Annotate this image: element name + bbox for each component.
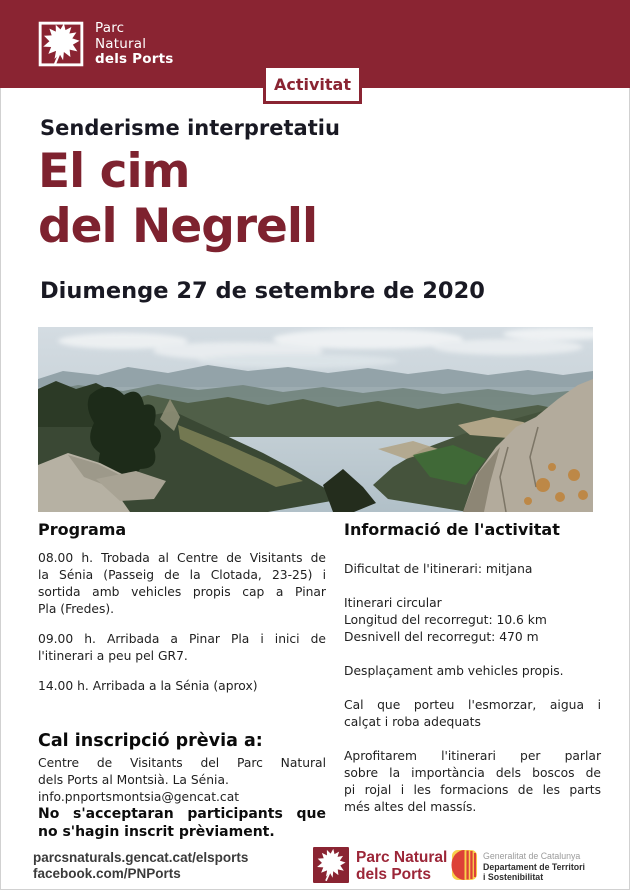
footer-links <box>33 850 248 881</box>
logo-line-2: Natural <box>95 35 147 52</box>
inscription-address-line: dels Ports al Montsià. La Sénia. <box>38 773 229 787</box>
maple-leaf-icon <box>313 847 349 887</box>
senyera-icon <box>451 849 478 885</box>
info-difficulty: Dificultat de l'itinerari: mitjana <box>344 562 533 576</box>
event-date: Diumenge 27 de setembre de 2020 <box>40 278 485 304</box>
poster-title <box>38 144 317 254</box>
info-heading: Informació de l'activitat <box>344 520 560 539</box>
inscription-email: info.pnportsmontsia@gencat.cat <box>38 790 240 804</box>
footer-parc-line-2: dels Ports <box>356 866 431 883</box>
logo-line-3: dels Ports <box>95 51 174 67</box>
info-bring: Cal que porteu l'esmorzar, aigua i calçat i roba adequats <box>344 698 601 729</box>
poster-subtitle: Senderisme interpretatiu <box>40 116 340 140</box>
programa-item-3: 14.00 h. Arribada a la Sénia (aprox) <box>38 679 258 693</box>
gencat-line-3: i Sostenibilitat <box>483 872 544 882</box>
inscription-section <box>38 731 326 841</box>
gencat-line-2: Departament de Territori <box>483 861 586 872</box>
facebook-link: facebook.com/PNPorts <box>33 865 181 881</box>
logo-line-1: Parc <box>95 20 125 36</box>
programa-section <box>38 520 326 708</box>
website-link: parcsnaturals.gencat.cat/elsports <box>33 850 249 865</box>
inscription-warning-line: No s'acceptaran participants que <box>38 806 326 822</box>
maple-leaf-icon <box>38 21 84 71</box>
title-line-1: El cim <box>38 144 190 199</box>
landscape-photo <box>38 327 593 512</box>
programa-heading: Programa <box>38 520 127 539</box>
logo-wordmark <box>95 21 174 68</box>
inscription-warning-line: no s'hagin inscrit prèviament. <box>38 823 275 840</box>
gencat-line-1: Generalitat de Catalunya <box>483 851 581 861</box>
info-route: Itinerari circular Longitud del recorregut: 10.6 km Desnivell del recorregut: 470 m <box>344 596 547 644</box>
activity-badge: Activitat <box>263 65 362 104</box>
gencat-logo-text <box>483 851 585 883</box>
programa-item-2: 09.00 h. Arribada a Pinar Pla i inici de l'itinerari a peu pel GR7. <box>38 632 326 663</box>
activity-info-section <box>344 520 601 833</box>
inscription-heading: Cal inscripció prèvia a: <box>38 731 263 751</box>
footer-parc-logo-wordmark <box>356 849 447 883</box>
programa-item-1: 08.00 h. Trobada al Centre de Visitants de la Sénia (Passeig de la Clotada, 23-25) i sortida amb vehicles propis cap a Pinar Pla (Fredes). <box>38 551 326 616</box>
info-transport: Desplaçament amb vehicles propis. <box>344 664 564 678</box>
inscription-address-line: Centre de Visitants del Parc Natural <box>38 756 326 770</box>
parc-natural-logo <box>38 21 174 71</box>
footer-parc-line-1: Parc Natural <box>356 849 448 866</box>
title-line-2: del Negrell <box>38 199 318 254</box>
info-topic: Aprofitarem l'itinerari per parlar sobre la importància dels boscos de pi rojal i les formacions de les parts més altes del massís. <box>344 749 601 814</box>
